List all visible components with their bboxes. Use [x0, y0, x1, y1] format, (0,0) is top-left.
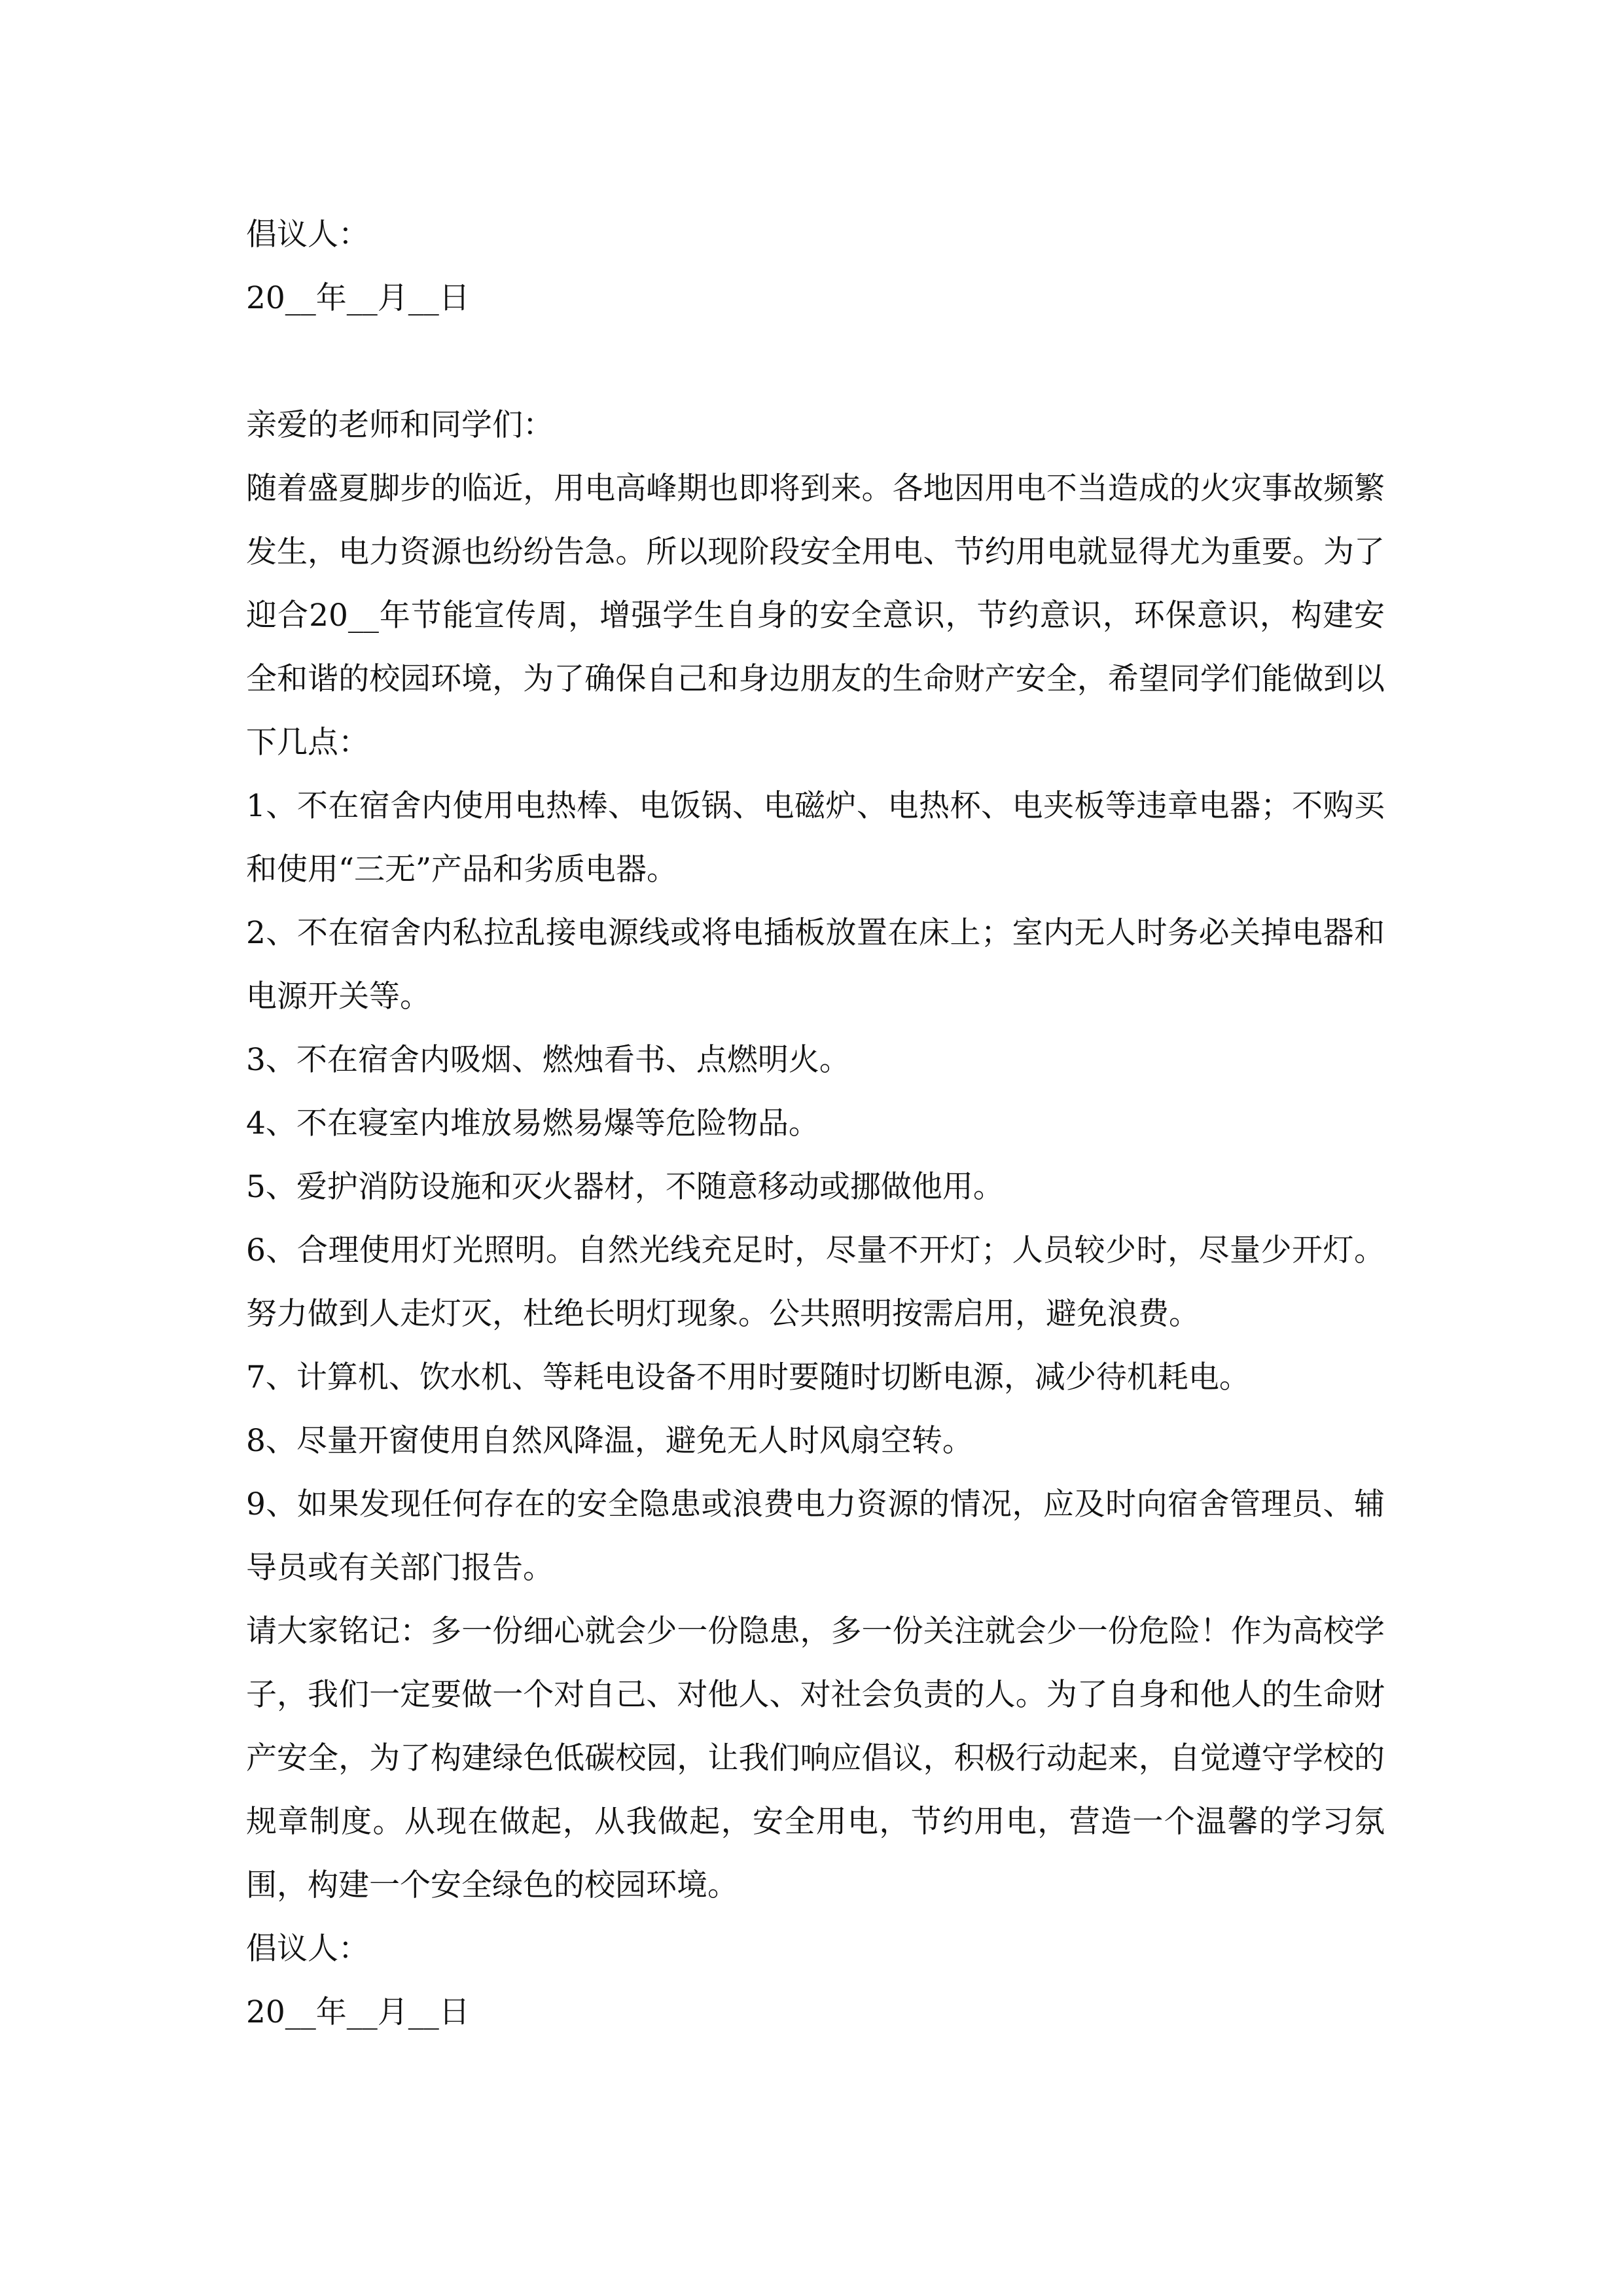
list-item: 3、不在宿舍内吸烟、燃烛看书、点燃明火。: [246, 1042, 850, 1078]
list-item: 4、不在寝室内堆放易燃易爆等危险物品。: [246, 1105, 819, 1141]
list-item: 7、计算机、饮水机、等耗电设备不用时要随时切断电源，减少待机耗电。: [246, 1359, 1250, 1395]
list-item: 1、不在宿舍内使用电热棒、电饭锅、电磁炉、电热杯、电夹板等违章电器；不购买和使用“三无”产品和劣质电器。: [246, 788, 1385, 888]
document-body: [246, 203, 1385, 2044]
list-item: 5、爱护消防设施和灭火器材，不随意移动或挪做他用。: [246, 1169, 1004, 1205]
list-item: 8、尽量开窗使用自然风降温，避免无人时风扇空转。: [246, 1423, 973, 1459]
list-item: 9、如果发现任何存在的安全隐患或浪费电力资源的情况，应及时向宿舍管理员、辅导员或有关部门报告。: [246, 1486, 1385, 1586]
bottom-signature-date: 20__年__月__日: [246, 1994, 470, 2030]
top-signature-date: 20__年__月__日: [246, 280, 470, 316]
salutation: 亲爱的老师和同学们：: [246, 407, 554, 443]
list-item: 6、合理使用灯光照明。自然光线充足时，尽量不开灯；人员较少时，尽量少开灯。努力做到人走灯灭，杜绝长明灯现象。公共照明按需启用，避免浪费。: [246, 1232, 1385, 1332]
list-item: 2、不在宿舍内私拉乱接电源线或将电插板放置在床上；室内无人时务必关掉电器和电源开关等。: [246, 915, 1385, 1014]
closing-paragraph: 请大家铭记：多一份细心就会少一份隐患，多一份关注就会少一份危险！作为高校学子，我们一定要做一个对自己、对他人、对社会负责的人。为了自身和他人的生命财产安全，为了构建绿色低碳校园，让我们响应倡议，积极行动起来，自觉遵守学校的规章制度。从现在做起，从我做起，安全用电，节约用电，营造一个温馨的学习氛围，构建一个安全绿色的校园环境。: [246, 1613, 1385, 1903]
section-gap: [246, 330, 1385, 393]
bottom-signature-label: 倡议人：: [246, 1931, 369, 1967]
intro-paragraph: 随着盛夏脚步的临近，用电高峰期也即将到来。各地因用电不当造成的火灾事故频繁发生，电力资源也纷纷告急。所以现阶段安全用电、节约用电就显得尤为重要。为了迎合20__年节能宣传周，增强学生自身的安全意识，节约意识，环保意识，构建安全和谐的校园环境，为了确保自己和身边朋友的生命财产安全，希望同学们能做到以下几点：: [246, 471, 1385, 761]
top-signature-label: 倡议人：: [246, 217, 369, 253]
